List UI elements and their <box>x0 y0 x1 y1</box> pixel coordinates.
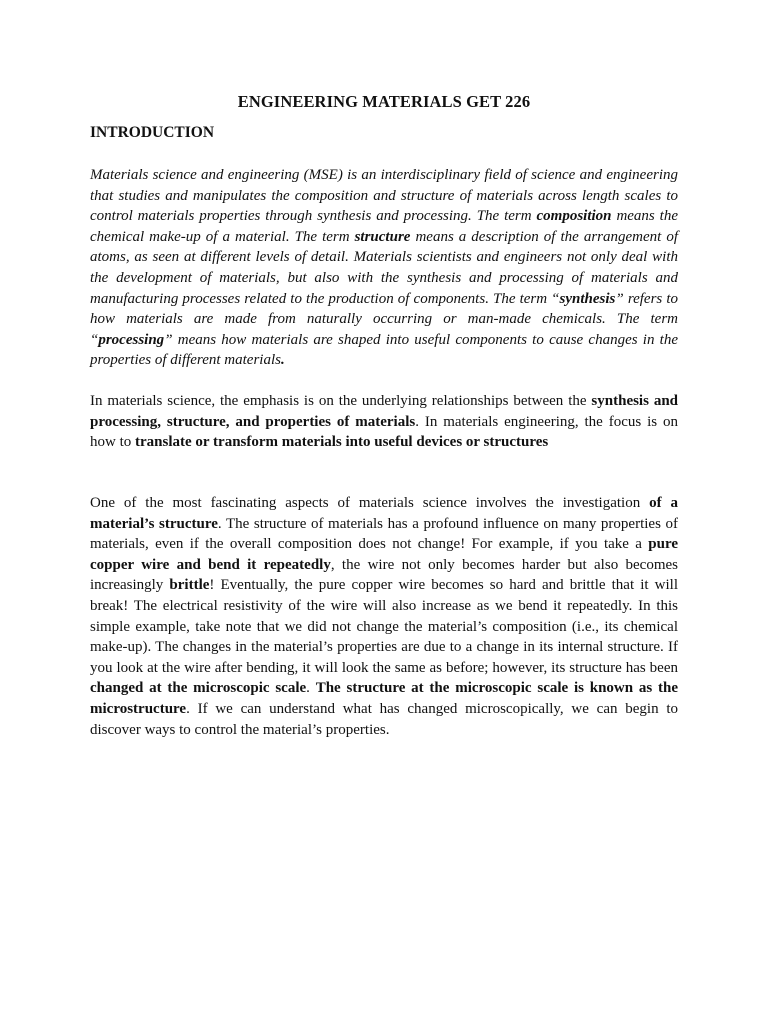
text-run: In materials science, the emphasis is on the underlying relationships between the <box>90 393 592 409</box>
text-run: means the chemical make-up of a material. The term <box>90 208 678 245</box>
text-run: means a description of the arrangement of atoms, as seen at different levels of detail. Materials scientists and engineers not only deal with the development of materials, but also with the synthesis and processing of materials and manufacturing processes related to the production of components. The term “ <box>90 228 678 307</box>
bold-phrase-copper-wire: pure copper wire and bend it repeatedly <box>90 536 678 573</box>
document-title: ENGINEERING MATERIALS GET 226 <box>237 92 531 111</box>
bold-term-composition: composition <box>536 208 612 225</box>
text-run: ” means how materials are shaped into useful components to cause changes in the properties of different materials <box>90 331 678 369</box>
bold-phrase-materials-structure: of a material’s structure <box>90 495 678 532</box>
structure-paragraph <box>90 493 678 740</box>
text-run: ! Eventually, the pure copper wire becomes so hard and brittle that it will break! The electrical resistivity of the wire will also increase as we bend it repeatedly. In this simple example, take note that we did not change the material’s composition (i.e., its chemical make-up). The changes in the material’s properties are due to a change in its internal structure. If you look at the wire after bending, it will look the same as before; however, its structure has been <box>90 577 679 676</box>
text-run: . <box>306 680 316 697</box>
bold-period: . <box>280 352 285 369</box>
text-run: ” refers to how materials are made from naturally occurring or man-made chemicals. The term “ <box>90 290 679 348</box>
emphasis-paragraph <box>90 391 678 453</box>
bold-term-synthesis: synthesis <box>559 290 616 307</box>
intro-paragraph <box>90 165 678 371</box>
text-run: . In materials engineering, the focus is on how to <box>90 413 678 451</box>
bold-term-processing: processing <box>98 331 165 348</box>
text-run: . The structure of materials has a profound influence on many properties of materials, even if the overall composition does not change! For example, if you take a <box>90 515 678 553</box>
text-run: One of the most fascinating aspects of materials science involves the investigation <box>90 495 650 511</box>
bold-term-brittle: brittle <box>169 577 210 594</box>
section-heading: INTRODUCTION <box>90 124 215 141</box>
bold-phrase-microstructure: The structure at the microscopic scale is known as the microstructure <box>90 680 678 717</box>
bold-phrase-engineering-focus: translate or transform materials into useful devices or structures <box>135 434 549 451</box>
text-run: Materials science and engineering (MSE) is an interdisciplinary field of science and engineering that studies and manipulates the composition and structure of materials across length scales to control materials properties through synthesis and processing. The term <box>90 167 678 225</box>
text-run: . If we can understand what has changed microscopically, we can begin to discover ways to control the material’s properties. <box>90 700 678 738</box>
bold-phrase-microscopic-scale: changed at the microscopic scale <box>90 680 307 697</box>
text-run: , the wire not only becomes harder but also becomes increasingly <box>90 556 679 594</box>
bold-phrase-relationships: synthesis and processing, structure, and properties of materials <box>90 393 679 430</box>
bold-term-structure: structure <box>354 228 411 245</box>
